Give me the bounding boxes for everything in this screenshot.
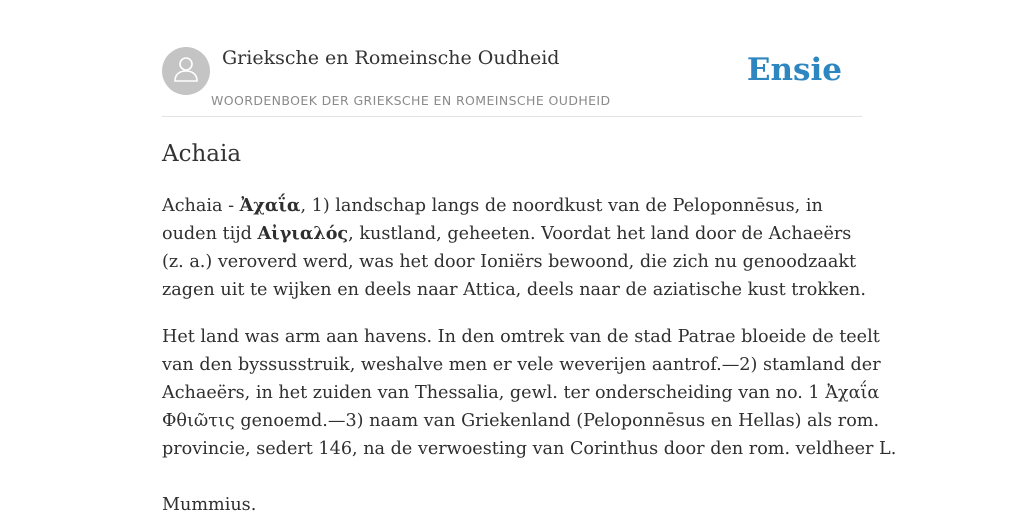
text-line: zagen uit te wijken en deels naar Attica, deels naar de aziatische kust trokken. xyxy=(162,280,866,300)
text-line: Φθιῶτις genoemd.—3) naam van Griekenland (Peloponnēsus en Hellas) als rom. xyxy=(162,411,880,431)
user-icon xyxy=(171,54,201,88)
dictionary-subtitle[interactable]: WOORDENBOEK DER GRIEKSCHE EN ROMEINSCHE OUDHEID xyxy=(211,93,611,108)
text-line: Achaia - Ἀχαΐα, 1) landschap langs de noordkust van de Peloponnēsus, in xyxy=(162,195,823,216)
text-line: Het land was arm aan havens. In den omtrek van de stad Patrae bloeide de teelt xyxy=(162,327,880,347)
text-line: Achaeërs, in het zuiden van Thessalia, gewl. ter onderscheiding van no. 1 Ἀχαΐα xyxy=(162,383,880,403)
text-line: (z. a.) veroverd werd, was het door Ioniërs bewoond, die zich nu genoodzaakt xyxy=(162,252,857,272)
avatar[interactable] xyxy=(162,47,210,95)
blank-line xyxy=(162,463,864,491)
paragraph-2 xyxy=(162,323,897,512)
text-line: van den byssusstruik, weshalve men er vele weverijen aantrof.—2) stamland der xyxy=(162,355,881,375)
text-line: ouden tijd Αἰγιαλός, kustland, geheeten. Voordat het land door de Achaeërs xyxy=(162,223,852,244)
greek-term: Ἀχαΐα xyxy=(239,195,301,216)
text-line: Mummius. xyxy=(162,495,257,512)
paragraph-1 xyxy=(162,192,864,304)
header xyxy=(162,46,862,117)
text-line: provincie, sedert 146, na de verwoesting van Corinthus door den rom. veldheer L. xyxy=(162,439,897,459)
greek-term: Αἰγιαλός xyxy=(257,223,349,244)
site-name-link[interactable]: Grieksche en Romeinsche Oudheid xyxy=(222,47,560,69)
ensie-logo[interactable]: Ensie xyxy=(746,52,842,88)
entry-content xyxy=(162,192,897,512)
page-title: Achaia xyxy=(162,141,242,167)
